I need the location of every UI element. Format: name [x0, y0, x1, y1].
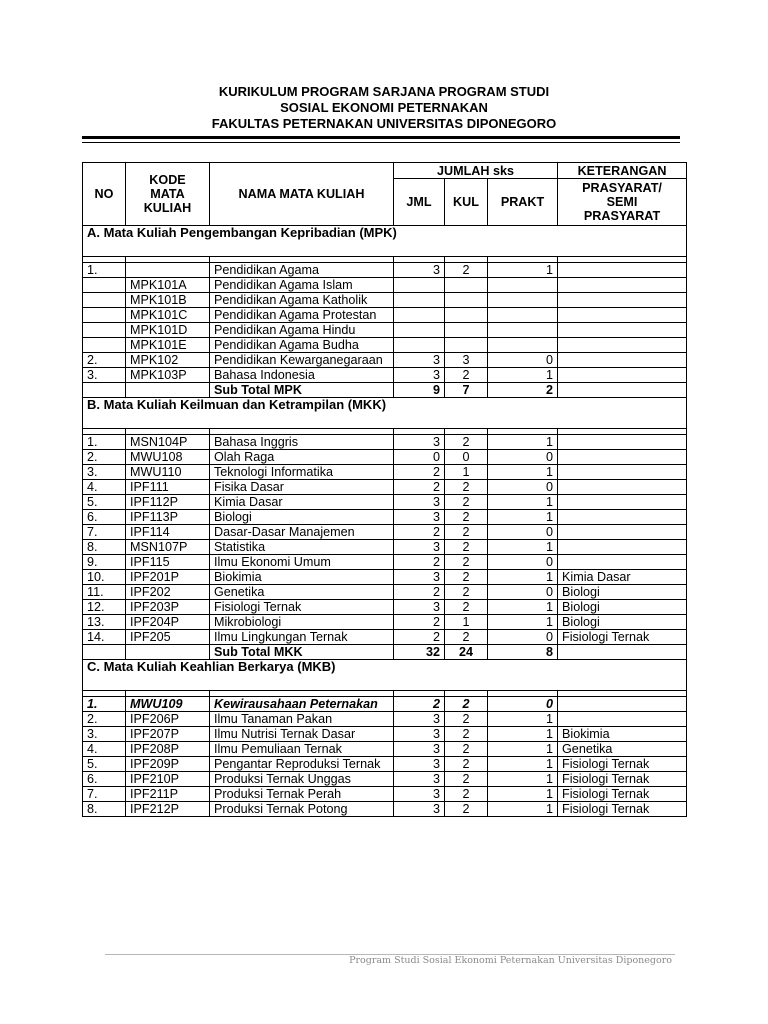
course-name: Produksi Ternak Unggas: [210, 772, 394, 787]
course-sks-jml: 2: [394, 615, 445, 630]
course-sks-kul: 2: [445, 263, 488, 278]
course-sks-prakt: 1: [488, 742, 558, 757]
course-sks-prakt: [488, 338, 558, 353]
course-sks-kul: 2: [445, 368, 488, 383]
course-name: Pendidikan Agama Islam: [210, 278, 394, 293]
course-no: 10.: [83, 570, 126, 585]
course-no: 1.: [83, 435, 126, 450]
course-sks-jml: 3: [394, 570, 445, 585]
table-row: [83, 802, 687, 817]
course-prerequisite: [558, 278, 687, 293]
subtotal-kul: 7: [445, 383, 488, 398]
course-sks-kul: 3: [445, 353, 488, 368]
header-kode: KODE MATA KULIAH: [126, 163, 210, 226]
course-sks-jml: 3: [394, 540, 445, 555]
table-row: [83, 525, 687, 540]
course-name: Bahasa Indonesia: [210, 368, 394, 383]
course-sks-kul: 2: [445, 480, 488, 495]
course-sks-jml: 2: [394, 465, 445, 480]
course-code: IPF206P: [126, 712, 210, 727]
course-sks-kul: [445, 278, 488, 293]
course-no: 3.: [83, 368, 126, 383]
course-sks-prakt: 0: [488, 585, 558, 600]
table-row: [83, 697, 687, 712]
course-prerequisite: Biologi: [558, 585, 687, 600]
course-no: 6.: [83, 510, 126, 525]
course-sks-prakt: [488, 308, 558, 323]
course-prerequisite: [558, 525, 687, 540]
course-name: Genetika: [210, 585, 394, 600]
course-prerequisite: [558, 263, 687, 278]
course-prerequisite: Fisiologi Ternak: [558, 757, 687, 772]
table-row: [83, 712, 687, 727]
course-sks-prakt: 1: [488, 772, 558, 787]
course-prerequisite: Fisiologi Ternak: [558, 630, 687, 645]
course-prerequisite: Biologi: [558, 600, 687, 615]
course-sks-kul: 2: [445, 697, 488, 712]
course-code: MPK101D: [126, 323, 210, 338]
course-sks-kul: 1: [445, 615, 488, 630]
section-title: B. Mata Kuliah Keilmuan dan Ketrampilan (MKK): [83, 398, 687, 429]
doc-title-line-1: KURIKULUM PROGRAM SARJANA PROGRAM STUDI: [218, 84, 550, 99]
subtotal-ket: [558, 645, 687, 660]
section-title: C. Mata Kuliah Keahlian Berkarya (MKB): [83, 660, 687, 691]
table-row: [83, 353, 687, 368]
course-sks-jml: 0: [394, 450, 445, 465]
header-prasyarat: PRASYARAT/ SEMI PRASYARAT: [558, 179, 687, 226]
course-prerequisite: Fisiologi Ternak: [558, 802, 687, 817]
course-name: Produksi Ternak Potong: [210, 802, 394, 817]
course-sks-prakt: [488, 278, 558, 293]
course-code: IPF205: [126, 630, 210, 645]
course-code: MPK103P: [126, 368, 210, 383]
course-code: [126, 263, 210, 278]
table-header-row: [83, 163, 687, 179]
title-rule-thin: [82, 142, 680, 143]
course-prerequisite: [558, 697, 687, 712]
table-row: [83, 570, 687, 585]
course-name: Olah Raga: [210, 450, 394, 465]
table-row: [83, 772, 687, 787]
course-name: Teknologi Informatika: [210, 465, 394, 480]
table-row: [83, 555, 687, 570]
header-jml: JML: [394, 179, 445, 226]
course-code: MWU108: [126, 450, 210, 465]
course-code: IPF207P: [126, 727, 210, 742]
course-code: IPF203P: [126, 600, 210, 615]
course-sks-jml: 3: [394, 742, 445, 757]
course-name: Ilmu Pemuliaan Ternak: [210, 742, 394, 757]
course-prerequisite: Fisiologi Ternak: [558, 772, 687, 787]
table-row: [83, 600, 687, 615]
course-code: MPK101A: [126, 278, 210, 293]
course-no: 11.: [83, 585, 126, 600]
header-nama: NAMA MATA KULIAH: [210, 163, 394, 226]
course-sks-kul: 2: [445, 540, 488, 555]
doc-title-line-3: FAKULTAS PETERNAKAN UNIVERSITAS DIPONEGORO: [211, 116, 557, 131]
course-sks-kul: 2: [445, 742, 488, 757]
course-prerequisite: [558, 338, 687, 353]
table-row: [83, 510, 687, 525]
header-keterangan: KETERANGAN: [558, 163, 687, 179]
course-name: Kewirausahaan Peternakan: [210, 697, 394, 712]
course-sks-prakt: 1: [488, 712, 558, 727]
course-no: [83, 293, 126, 308]
course-prerequisite: [558, 368, 687, 383]
table-row: [83, 480, 687, 495]
table-row: [83, 368, 687, 383]
course-name: Produksi Ternak Perah: [210, 787, 394, 802]
course-sks-kul: 2: [445, 727, 488, 742]
course-sks-kul: 2: [445, 435, 488, 450]
course-code: IPF212P: [126, 802, 210, 817]
course-sks-jml: 3: [394, 368, 445, 383]
course-sks-jml: 3: [394, 510, 445, 525]
course-sks-jml: 3: [394, 600, 445, 615]
course-sks-prakt: 0: [488, 480, 558, 495]
table-row: [83, 495, 687, 510]
table-body: [83, 226, 687, 817]
course-prerequisite: [558, 555, 687, 570]
course-prerequisite: [558, 480, 687, 495]
course-sks-jml: 3: [394, 353, 445, 368]
table-row: [83, 757, 687, 772]
course-code: IPF115: [126, 555, 210, 570]
course-name: Pendidikan Kewarganegaraan: [210, 353, 394, 368]
course-name: Pendidikan Agama Protestan: [210, 308, 394, 323]
course-sks-jml: [394, 293, 445, 308]
course-name: Ilmu Lingkungan Ternak: [210, 630, 394, 645]
course-sks-jml: 3: [394, 495, 445, 510]
course-no: 2.: [83, 712, 126, 727]
course-sks-jml: [394, 278, 445, 293]
subtotal-ket: [558, 383, 687, 398]
course-sks-jml: [394, 308, 445, 323]
course-code: IPF201P: [126, 570, 210, 585]
course-sks-prakt: 1: [488, 495, 558, 510]
course-code: IPF208P: [126, 742, 210, 757]
course-name: Pengantar Reproduksi Ternak: [210, 757, 394, 772]
course-sks-prakt: 0: [488, 697, 558, 712]
course-prerequisite: Genetika: [558, 742, 687, 757]
page-footer: Program Studi Sosial Ekonomi Peternakan Universitas Diponegoro: [349, 955, 672, 966]
course-sks-jml: 2: [394, 555, 445, 570]
subtotal-prakt: 8: [488, 645, 558, 660]
course-sks-jml: 3: [394, 772, 445, 787]
course-no: 3.: [83, 465, 126, 480]
course-code: IPF111: [126, 480, 210, 495]
course-no: 12.: [83, 600, 126, 615]
course-code: IPF210P: [126, 772, 210, 787]
course-no: 13.: [83, 615, 126, 630]
course-no: 5.: [83, 757, 126, 772]
subtotal-label: Sub Total MPK: [210, 383, 394, 398]
course-no: 6.: [83, 772, 126, 787]
table-row: [83, 263, 687, 278]
course-code: MWU109: [126, 697, 210, 712]
course-no: 1.: [83, 263, 126, 278]
course-sks-prakt: 1: [488, 727, 558, 742]
course-name: Kimia Dasar: [210, 495, 394, 510]
course-no: 4.: [83, 480, 126, 495]
course-sks-kul: 2: [445, 712, 488, 727]
table-row: [83, 787, 687, 802]
course-no: 9.: [83, 555, 126, 570]
course-name: Pendidikan Agama Budha: [210, 338, 394, 353]
course-sks-kul: [445, 308, 488, 323]
course-sks-prakt: 0: [488, 450, 558, 465]
course-sks-prakt: 0: [488, 630, 558, 645]
course-sks-prakt: 1: [488, 787, 558, 802]
course-sks-kul: [445, 338, 488, 353]
course-sks-kul: [445, 293, 488, 308]
course-sks-prakt: 0: [488, 555, 558, 570]
course-name: Ilmu Ekonomi Umum: [210, 555, 394, 570]
course-prerequisite: [558, 435, 687, 450]
table-row: [83, 540, 687, 555]
course-name: Ilmu Tanaman Pakan: [210, 712, 394, 727]
course-sks-kul: 2: [445, 585, 488, 600]
header-kul: KUL: [445, 179, 488, 226]
course-sks-jml: 3: [394, 712, 445, 727]
course-prerequisite: Fisiologi Ternak: [558, 787, 687, 802]
subtotal-kul: 24: [445, 645, 488, 660]
course-no: [83, 338, 126, 353]
course-no: [83, 278, 126, 293]
course-sks-prakt: 1: [488, 540, 558, 555]
course-sks-prakt: 1: [488, 570, 558, 585]
course-sks-prakt: 0: [488, 353, 558, 368]
course-code: IPF211P: [126, 787, 210, 802]
title-rule-thick: [82, 136, 680, 139]
course-sks-jml: 3: [394, 727, 445, 742]
course-code: MPK101B: [126, 293, 210, 308]
subtotal-code: [126, 383, 210, 398]
course-prerequisite: [558, 495, 687, 510]
course-name: Statistika: [210, 540, 394, 555]
course-sks-jml: 3: [394, 787, 445, 802]
course-no: 14.: [83, 630, 126, 645]
course-name: Dasar-Dasar Manajemen: [210, 525, 394, 540]
header-prakt: PRAKT: [488, 179, 558, 226]
course-no: 8.: [83, 540, 126, 555]
header-no: NO: [83, 163, 126, 226]
course-code: MSN107P: [126, 540, 210, 555]
course-sks-kul: 2: [445, 525, 488, 540]
course-code: IPF202: [126, 585, 210, 600]
course-prerequisite: Biokimia: [558, 727, 687, 742]
subtotal-no: [83, 383, 126, 398]
course-prerequisite: [558, 293, 687, 308]
subtotal-prakt: 2: [488, 383, 558, 398]
course-sks-prakt: 1: [488, 435, 558, 450]
subtotal-label: Sub Total MKK: [210, 645, 394, 660]
course-prerequisite: [558, 465, 687, 480]
table-row: [83, 293, 687, 308]
course-code: IPF112P: [126, 495, 210, 510]
subtotal-row: [83, 383, 687, 398]
course-sks-jml: 3: [394, 802, 445, 817]
course-no: 2.: [83, 353, 126, 368]
course-sks-jml: 2: [394, 525, 445, 540]
course-prerequisite: Kimia Dasar: [558, 570, 687, 585]
course-sks-kul: 2: [445, 510, 488, 525]
course-sks-prakt: 1: [488, 263, 558, 278]
course-name: Fisiologi Ternak: [210, 600, 394, 615]
course-sks-jml: [394, 338, 445, 353]
course-no: 2.: [83, 450, 126, 465]
course-sks-prakt: 0: [488, 525, 558, 540]
course-code: IPF114: [126, 525, 210, 540]
course-sks-prakt: [488, 293, 558, 308]
subtotal-code: [126, 645, 210, 660]
course-no: 5.: [83, 495, 126, 510]
course-no: 4.: [83, 742, 126, 757]
course-name: Ilmu Nutrisi Ternak Dasar: [210, 727, 394, 742]
table-row: [83, 278, 687, 293]
course-sks-kul: 2: [445, 757, 488, 772]
table-row: [83, 630, 687, 645]
course-sks-prakt: [488, 323, 558, 338]
course-code: MSN104P: [126, 435, 210, 450]
course-name: Pendidikan Agama Hindu: [210, 323, 394, 338]
course-name: Bahasa Inggris: [210, 435, 394, 450]
course-code: MPK102: [126, 353, 210, 368]
table-row: [83, 308, 687, 323]
course-sks-prakt: 1: [488, 757, 558, 772]
subtotal-no: [83, 645, 126, 660]
subtotal-jml: 32: [394, 645, 445, 660]
table-row: [83, 615, 687, 630]
course-sks-kul: 2: [445, 772, 488, 787]
table-row: [83, 742, 687, 757]
table-row: [83, 585, 687, 600]
course-code: MPK101E: [126, 338, 210, 353]
course-sks-kul: 2: [445, 787, 488, 802]
course-sks-jml: [394, 323, 445, 338]
course-prerequisite: Biologi: [558, 615, 687, 630]
course-name: Biologi: [210, 510, 394, 525]
course-code: MWU110: [126, 465, 210, 480]
table-row: [83, 323, 687, 338]
course-sks-jml: 2: [394, 480, 445, 495]
course-name: Pendidikan Agama Katholik: [210, 293, 394, 308]
table-row: [83, 450, 687, 465]
course-sks-kul: 2: [445, 555, 488, 570]
section-header-row: [83, 660, 687, 691]
course-sks-prakt: 1: [488, 368, 558, 383]
course-code: IPF209P: [126, 757, 210, 772]
section-header-row: [83, 398, 687, 429]
course-sks-prakt: 1: [488, 465, 558, 480]
course-sks-jml: 2: [394, 697, 445, 712]
course-prerequisite: [558, 450, 687, 465]
course-sks-jml: 3: [394, 757, 445, 772]
course-no: [83, 323, 126, 338]
course-no: 1.: [83, 697, 126, 712]
course-sks-jml: 3: [394, 263, 445, 278]
course-name: Fisika Dasar: [210, 480, 394, 495]
course-code: IPF113P: [126, 510, 210, 525]
course-sks-prakt: 1: [488, 802, 558, 817]
table-row: [83, 465, 687, 480]
course-prerequisite: [558, 323, 687, 338]
course-sks-prakt: 1: [488, 510, 558, 525]
course-sks-kul: [445, 323, 488, 338]
course-prerequisite: [558, 712, 687, 727]
section-header-row: [83, 226, 687, 257]
course-no: 7.: [83, 787, 126, 802]
course-sks-kul: 2: [445, 630, 488, 645]
course-name: Pendidikan Agama: [210, 263, 394, 278]
table-row: [83, 338, 687, 353]
course-sks-jml: 2: [394, 585, 445, 600]
table-row: [83, 727, 687, 742]
course-code: MPK101C: [126, 308, 210, 323]
course-code: IPF204P: [126, 615, 210, 630]
course-sks-kul: 2: [445, 495, 488, 510]
section-title: A. Mata Kuliah Pengembangan Kepribadian (MPK): [83, 226, 687, 257]
course-prerequisite: [558, 353, 687, 368]
course-sks-kul: 1: [445, 465, 488, 480]
course-name: Biokimia: [210, 570, 394, 585]
course-name: Mikrobiologi: [210, 615, 394, 630]
subtotal-jml: 9: [394, 383, 445, 398]
course-sks-kul: 0: [445, 450, 488, 465]
course-sks-kul: 2: [445, 570, 488, 585]
course-no: [83, 308, 126, 323]
course-sks-prakt: 1: [488, 615, 558, 630]
doc-title-line-2: SOSIAL EKONOMI PETERNAKAN: [280, 100, 488, 115]
course-no: 8.: [83, 802, 126, 817]
course-prerequisite: [558, 540, 687, 555]
curriculum-table: [82, 162, 687, 817]
table-row: [83, 435, 687, 450]
course-sks-jml: 3: [394, 435, 445, 450]
course-sks-prakt: 1: [488, 600, 558, 615]
header-jumlah: JUMLAH sks: [394, 163, 558, 179]
subtotal-row: [83, 645, 687, 660]
course-sks-jml: 2: [394, 630, 445, 645]
course-prerequisite: [558, 308, 687, 323]
course-sks-kul: 2: [445, 600, 488, 615]
course-prerequisite: [558, 510, 687, 525]
course-no: 3.: [83, 727, 126, 742]
course-no: 7.: [83, 525, 126, 540]
course-sks-kul: 2: [445, 802, 488, 817]
